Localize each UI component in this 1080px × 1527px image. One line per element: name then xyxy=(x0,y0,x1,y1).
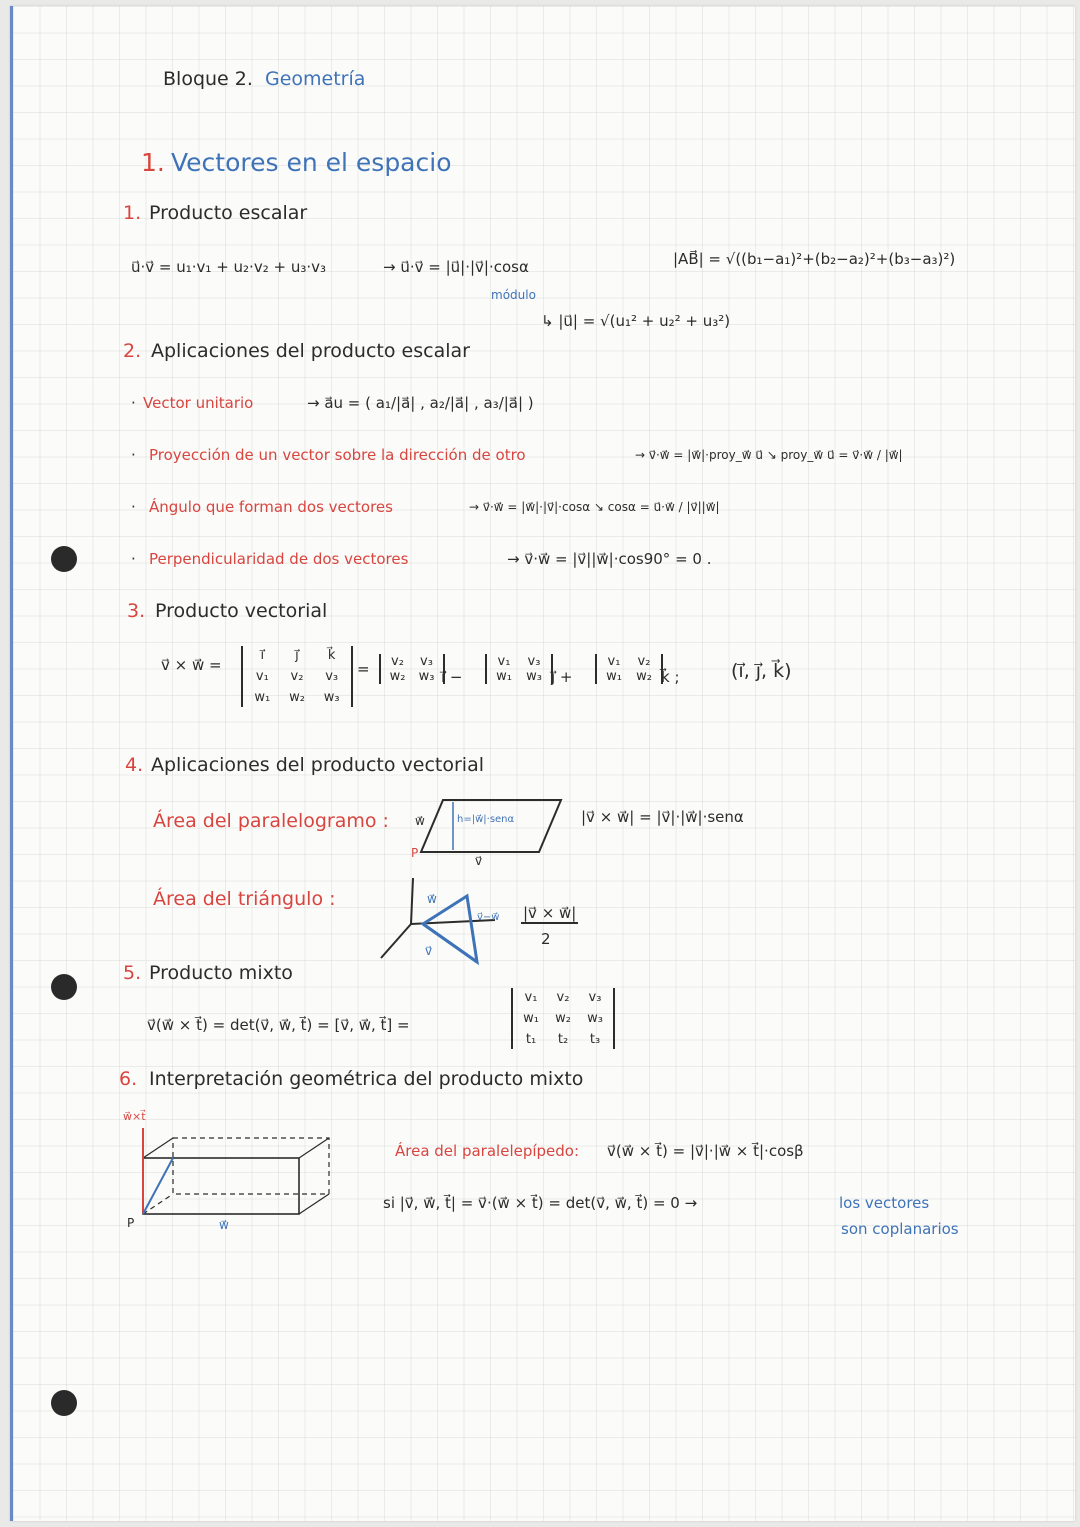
matrix-cell: i⃗ xyxy=(260,648,265,663)
matrix-cell: t₃ xyxy=(589,1032,601,1047)
parallelogram-w-label: w⃗ xyxy=(415,814,425,828)
item-number: 5. xyxy=(123,962,142,984)
application-formula: → v⃗·w⃗ = |v⃗||w⃗|·cos90° = 0 . xyxy=(507,550,712,568)
application-label: Perpendicularidad de dos vectores xyxy=(149,550,409,568)
minor-determinant xyxy=(595,654,663,684)
matrix-cell: w₃ xyxy=(526,669,542,684)
item-title: Producto mixto xyxy=(149,962,293,984)
parallelepiped-p-label: P xyxy=(127,1216,135,1230)
item-title: Producto vectorial xyxy=(155,600,328,622)
coplanarity-conclusion-2: son coplanarios xyxy=(841,1220,959,1238)
matrix-cell: v₁ xyxy=(524,990,538,1005)
matrix-cell: w₁ xyxy=(606,669,622,684)
minor-determinant xyxy=(379,654,445,684)
matrix-cell: w₂ xyxy=(289,690,305,705)
parallelogram-formula: |v⃗ × w⃗| = |v⃗|·|w⃗|·senα xyxy=(581,808,744,826)
matrix-cell: t₂ xyxy=(557,1032,569,1047)
matrix-cell: v₂ xyxy=(556,990,570,1005)
punch-hole xyxy=(51,974,77,1000)
triangle-w-label: w⃗ xyxy=(427,892,437,906)
cos-formula: → u⃗·v⃗ = |u⃗|·|v⃗|·cosα xyxy=(383,258,529,276)
section-title: Vectores en el espacio xyxy=(171,148,452,177)
item-title: Aplicaciones del producto vectorial xyxy=(151,754,485,776)
matrix-cell: w₃ xyxy=(587,1011,603,1026)
section-number: 1. xyxy=(141,148,165,177)
matrix-cell: v₃ xyxy=(527,654,541,669)
bullet: · xyxy=(131,394,136,412)
application-formula: → v⃗·w⃗ = |w⃗|·|v⃗|·cosα ↘ cosα = u⃗·w⃗ / |v⃗||w⃗| xyxy=(469,500,720,514)
triangle-diff-label: v⃗−w⃗ xyxy=(477,912,500,923)
parallelepiped-normal-label: w⃗×t⃗ xyxy=(123,1110,146,1123)
mixed-product-matrix xyxy=(511,988,615,1049)
triangle-v-label: v⃗ xyxy=(425,944,433,958)
matrix-cell: w₁ xyxy=(496,669,512,684)
item-number: 2. xyxy=(123,340,142,362)
triangle-label: Área del triángulo : xyxy=(153,888,336,910)
item-number: 3. xyxy=(127,600,146,622)
minor-determinant xyxy=(485,654,553,684)
bullet: · xyxy=(131,446,136,464)
matrix-cell: v₂ xyxy=(391,654,404,669)
coplanarity-conclusion-1: los vectores xyxy=(839,1194,930,1212)
parallelogram-v-label: v⃗ xyxy=(475,854,483,868)
matrix-cell: w₂ xyxy=(636,669,652,684)
application-label: Vector unitario xyxy=(143,394,254,412)
unit-vector-i: i⃗ − xyxy=(441,668,463,686)
dot-product-formula: u⃗·v⃗ = u₁·v₁ + u₂·v₂ + u₃·v₃ xyxy=(131,258,326,276)
application-formula: → a⃗u = ( a₁/|a⃗| , a₂/|a⃗| , a₃/|a⃗| ) xyxy=(307,394,534,412)
triangle-formula-numerator: |v⃗ × w⃗| xyxy=(523,904,577,922)
modulo-label: módulo xyxy=(491,288,536,302)
matrix-cell: v₃ xyxy=(420,654,433,669)
mixed-product-formula: v⃗(w⃗ × t⃗) = det(v⃗, w⃗, t⃗) = [v⃗, w⃗, t⃗] = xyxy=(147,1016,410,1034)
matrix-cell: w₃ xyxy=(418,669,435,684)
cross-product-matrix xyxy=(241,646,353,707)
item-title: Producto escalar xyxy=(149,202,308,224)
matrix-cell: w₂ xyxy=(555,1011,571,1026)
punch-hole xyxy=(51,546,77,572)
unit-vector-k: k⃗ ; xyxy=(661,668,680,686)
matrix-cell: w₃ xyxy=(323,690,340,705)
matrix-cell: v₂ xyxy=(290,669,304,684)
triangle-formula-denominator: 2 xyxy=(541,930,551,948)
matrix-cell: t₁ xyxy=(525,1032,537,1047)
cross-product-lhs: v⃗ × w⃗ = xyxy=(161,656,222,674)
parallelogram-label: Área del paralelogramo : xyxy=(153,810,389,832)
matrix-cell: k⃗ xyxy=(327,648,336,663)
ab-modulus-formula: |AB⃗| = √((b₁−a₁)²+(b₂−a₂)²+(b₃−a₃)²) xyxy=(673,250,956,268)
item-title: Interpretación geométrica del producto mixto xyxy=(149,1068,584,1090)
equals-sign: = xyxy=(357,660,370,678)
parallelepiped-w-label: w⃗ xyxy=(219,1218,229,1232)
matrix-cell: w₁ xyxy=(254,690,271,705)
parallelepiped-figure xyxy=(133,1122,343,1226)
parallelogram-p-label: P xyxy=(411,846,419,860)
matrix-cell: v₃ xyxy=(325,669,339,684)
application-formula: → v⃗·w⃗ = |w⃗|·proy_w⃗ u⃗ ↘ proy_w⃗ u⃗ = v⃗·w⃗ / |w⃗| xyxy=(635,448,903,462)
notebook-page xyxy=(10,6,1075,1521)
item-title: Aplicaciones del producto escalar xyxy=(151,340,470,362)
matrix-cell: v₂ xyxy=(637,654,651,669)
application-label: Proyección de un vector sobre la dirección de otro xyxy=(149,446,526,464)
modulo-formula: ↳ |u⃗| = √(u₁² + u₂² + u₃²) xyxy=(541,312,731,330)
item-number: 6. xyxy=(119,1068,138,1090)
matrix-cell: v₁ xyxy=(497,654,511,669)
matrix-cell: j⃗ xyxy=(295,648,299,663)
parallelepiped-area-formula: v⃗(w⃗ × t⃗) = |v⃗|·|w⃗ × t⃗|·cosβ xyxy=(607,1142,804,1160)
coplanarity-condition: si |v⃗, w⃗, t⃗| = v⃗·(w⃗ × t⃗) = det(v⃗, w⃗, t⃗) = 0 → xyxy=(383,1194,698,1212)
punch-hole xyxy=(51,1390,77,1416)
bullet: · xyxy=(131,550,136,568)
matrix-cell: v₃ xyxy=(588,990,602,1005)
subject-title: Geometría xyxy=(265,68,366,90)
parallelepiped-area-label: Área del paralelepípedo: xyxy=(395,1142,580,1160)
matrix-cell: v₁ xyxy=(607,654,621,669)
item-number: 1. xyxy=(123,202,142,224)
matrix-cell: v₁ xyxy=(255,669,269,684)
block-label: Bloque 2. xyxy=(163,68,253,90)
application-label: Ángulo que forman dos vectores xyxy=(149,498,393,516)
item-number: 4. xyxy=(125,754,144,776)
parallelogram-figure xyxy=(413,792,573,866)
bullet: · xyxy=(131,498,136,516)
unit-vector-j: j⃗ + xyxy=(551,668,573,686)
matrix-cell: w₂ xyxy=(389,669,406,684)
parallelogram-height-label: h=|w⃗|·senα xyxy=(457,814,515,825)
matrix-cell: w₁ xyxy=(523,1011,539,1026)
basis: (i⃗, j⃗, k⃗) xyxy=(731,660,792,682)
